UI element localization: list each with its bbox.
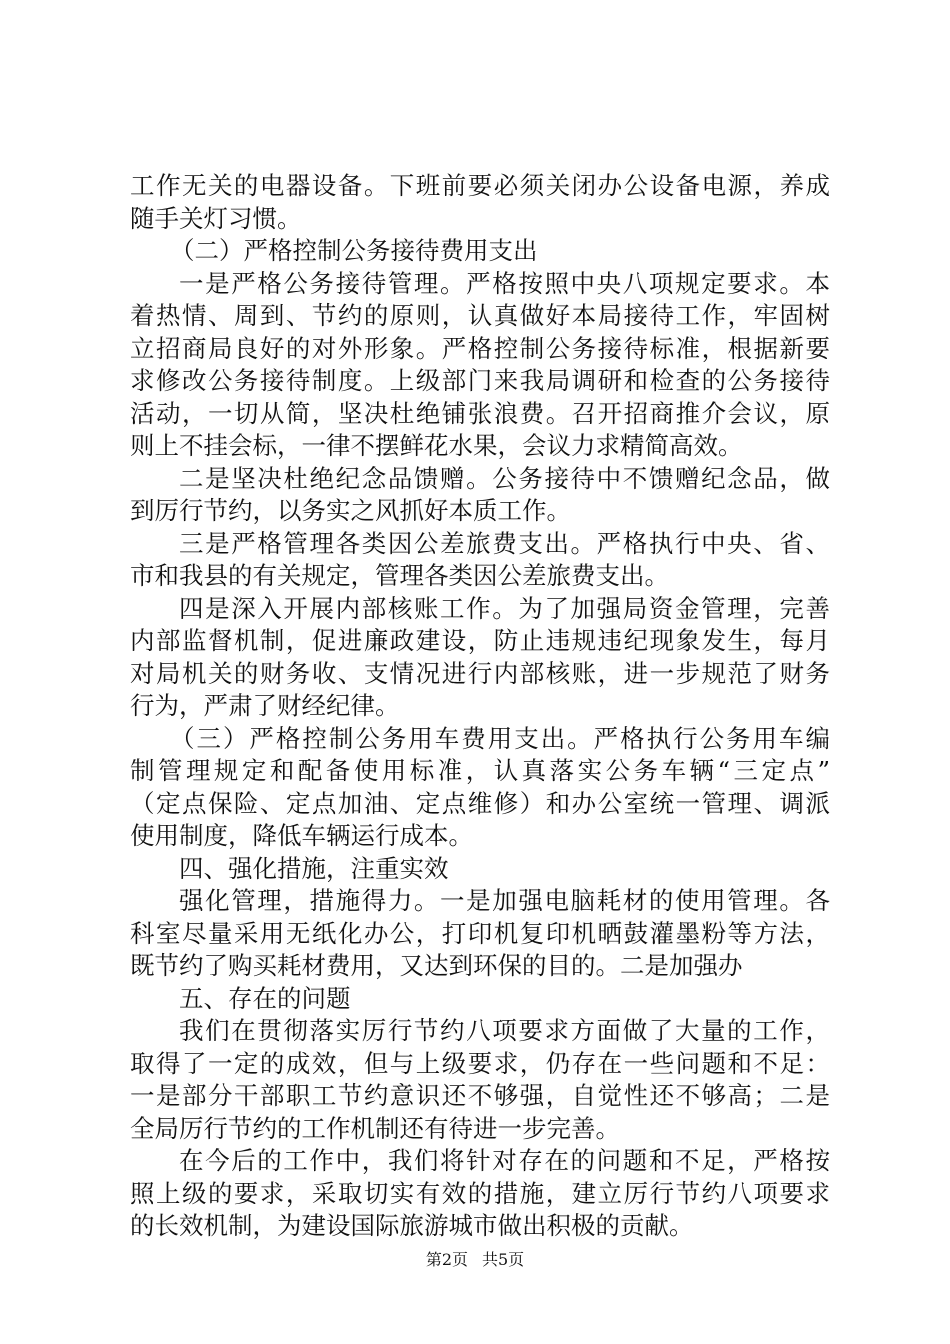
paragraph-line: 强化管理，措施得力。一是加强电脑耗材的使用管理。各	[179, 886, 830, 915]
section-heading: （三）严格控制公务用车费用支出。严格执行公务用车编	[170, 723, 830, 753]
paragraph-line: 着热情、周到、节约的原则，认真做好本局接待工作，牢固树	[130, 301, 830, 330]
paragraph-line: 活动，一切从简，坚决杜绝铺张浪费。召开招商推介会议，原	[130, 398, 830, 428]
paragraph-line: 一是严格公务接待管理。严格按照中央八项规定要求。本	[179, 268, 830, 298]
paragraph-line: 科室尽量采用无纸化办公，打印机复印机晒鼓灌墨粉等方法，	[130, 918, 830, 948]
paragraph-line: 则上不挂会标，一律不摆鲜花水果，会议力求精简高效。	[130, 431, 743, 460]
paragraph-line: 立招商局良好的对外形象。严格控制公务接待标准，根据新要	[130, 333, 830, 363]
paragraph-line: 到厉行节约，以务实之风抓好本质工作。	[130, 496, 571, 525]
paragraph-line: 二是坚决杜绝纪念品馈赠。公务接待中不馈赠纪念品，做	[179, 463, 830, 493]
paragraph-line: 四是深入开展内部核账工作。为了加强局资金管理，完善	[179, 593, 830, 623]
paragraph-line: 照上级的要求，采取切实有效的措施，建立厉行节约八项要求	[130, 1178, 830, 1208]
paragraph-line: 一是部分干部职工节约意识还不够强，自觉性还不够高；二是	[130, 1081, 830, 1110]
paragraph-line: 全局厉行节约的工作机制还有待进一步完善。	[130, 1113, 620, 1143]
paragraph-line: 制管理规定和配备使用标准，认真落实公务车辆“三定点”	[130, 756, 830, 785]
section-heading: 五、存在的问题	[179, 983, 351, 1013]
paragraph-line: 随手关灯习惯。	[130, 203, 302, 233]
paragraph-line: 既节约了购买耗材费用，又达到环保的目的。二是加强办	[130, 951, 743, 980]
paragraph-line: 内部监督机制，促进廉政建设，防止违规违纪现象发生，每月	[130, 626, 830, 655]
paragraph-line: 的长效机制，为建设国际旅游城市做出积极的贡献。	[130, 1211, 694, 1240]
page-footer	[0, 1247, 950, 1270]
paragraph-line: 行为，严肃了财经纪律。	[130, 691, 400, 720]
paragraph-line: 使用制度，降低车辆运行成本。	[130, 821, 473, 850]
page-number-current: 第2页	[425, 1250, 468, 1269]
section-heading: 四、强化措施，注重实效	[179, 853, 449, 883]
paragraph-line: （定点保险、定点加油、定点维修）和办公室统一管理、调派	[130, 788, 830, 818]
paragraph-line: 我们在贯彻落实厉行节约八项要求方面做了大量的工作，	[179, 1016, 830, 1045]
paragraph-line: 在今后的工作中，我们将针对存在的问题和不足，严格按	[179, 1146, 830, 1175]
section-heading: （二）严格控制公务接待费用支出	[170, 236, 538, 265]
paragraph-line: 取得了一定的成效，但与上级要求，仍存在一些问题和不足：	[130, 1048, 830, 1078]
document-body	[130, 170, 830, 1243]
paragraph-line: 工作无关的电器设备。下班前要必须关闭办公设备电源，养成	[130, 171, 830, 200]
page-number-total: 共5页	[482, 1250, 525, 1269]
paragraph-line: 求修改公务接待制度。上级部门来我局调研和检查的公务接待	[130, 366, 830, 395]
paragraph-line: 三是严格管理各类因公差旅费支出。严格执行中央、省、	[179, 528, 830, 558]
paragraph-line: 对局机关的财务收、支情况进行内部核账，进一步规范了财务	[130, 658, 830, 688]
paragraph-line: 市和我县的有关规定，管理各类因公差旅费支出。	[130, 561, 669, 590]
